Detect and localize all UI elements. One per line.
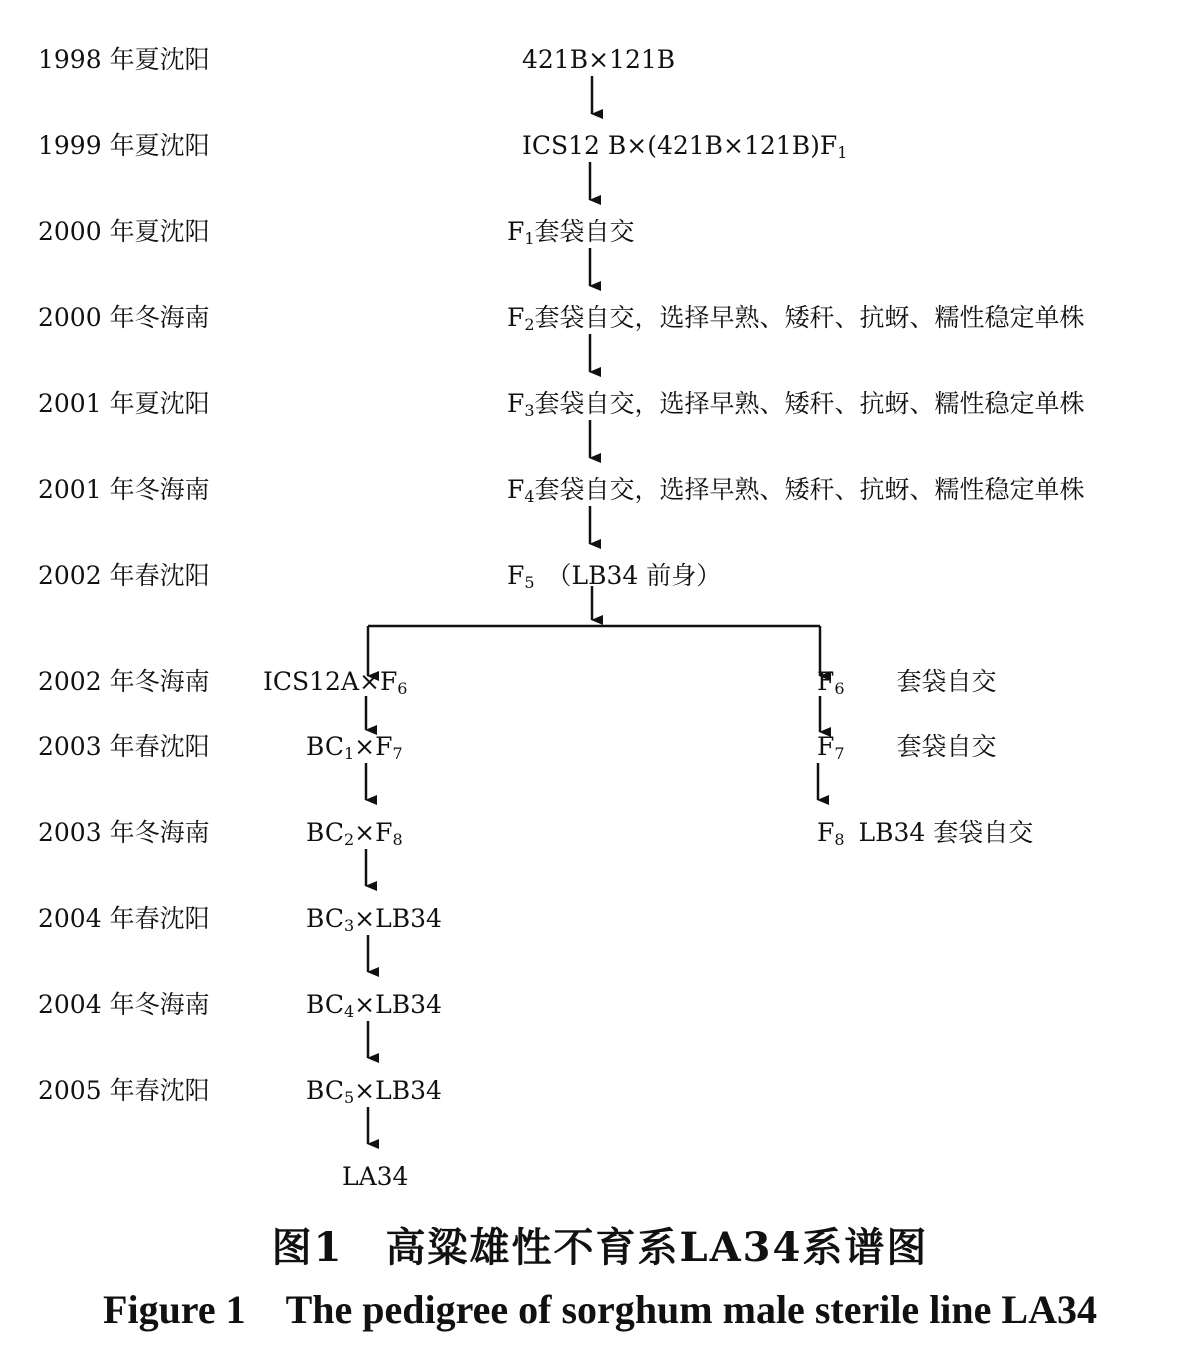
node-text: 421B×121B <box>522 45 676 74</box>
year-label: 2004 年冬海南 <box>38 990 210 1019</box>
node-text: 套袋自交 <box>896 667 997 696</box>
figure-caption-chinese: 图1 高粱雄性不育系LA34系谱图 <box>271 1224 929 1271</box>
generation-subscript: 6 <box>397 679 408 698</box>
generation-subscript: 2 <box>524 315 535 334</box>
generation-subscript: 8 <box>834 830 845 849</box>
year-label: 2001 年夏沈阳 <box>38 389 210 418</box>
generation-subscript: 4 <box>524 487 535 506</box>
node-text: BC <box>306 990 344 1019</box>
year-label: 2005 年春沈阳 <box>38 1076 210 1105</box>
node-text: （LB34 前身） <box>546 561 722 590</box>
node-text: ×LB34 <box>354 904 442 933</box>
year-label: 2000 年冬海南 <box>38 303 210 332</box>
year-label: 1999 年夏沈阳 <box>38 131 210 160</box>
generation-subscript: 1 <box>524 229 535 248</box>
node-text: 套袋自交 <box>534 217 635 246</box>
generation-subscript: 1 <box>837 143 848 162</box>
node-text: ×LB34 <box>354 1076 442 1105</box>
generation-subscript: 3 <box>524 401 535 420</box>
node-text: 套袋自交，选择早熟、矮秆、抗蚜、糯性稳定单株 <box>534 475 1085 504</box>
node-text: BC <box>306 1076 344 1105</box>
node-text: BC <box>306 818 344 847</box>
year-label: 2002 年冬海南 <box>38 667 210 696</box>
year-label: 1998 年夏沈阳 <box>38 45 210 74</box>
node-text: LA34 <box>342 1162 409 1191</box>
year-label: 2003 年春沈阳 <box>38 732 210 761</box>
node-text: ×F <box>354 818 393 847</box>
generation-letter: F <box>507 217 525 246</box>
node-text: BC <box>306 904 344 933</box>
node-text: ×LB34 <box>354 990 442 1019</box>
year-label: 2002 年春沈阳 <box>38 561 210 590</box>
generation-letter: F <box>507 475 525 504</box>
node-text: ×F <box>354 732 393 761</box>
node-text: LB34 套袋自交 <box>858 818 1034 847</box>
generation-subscript: 2 <box>343 830 355 849</box>
figure-caption-english: Figure 1 The pedigree of sorghum male sterile line LA34 <box>103 1287 1097 1332</box>
generation-subscript: 3 <box>343 916 355 935</box>
node-text: ICS12A×F <box>263 667 398 696</box>
node-text: BC <box>306 732 344 761</box>
generation-subscript: 7 <box>834 744 845 763</box>
generation-subscript: 8 <box>392 830 403 849</box>
generation-letter: F <box>817 818 835 847</box>
year-label: 2004 年春沈阳 <box>38 904 210 933</box>
node-text: 套袋自交 <box>896 732 997 761</box>
year-label: 2000 年夏沈阳 <box>38 217 210 246</box>
generation-letter: F <box>507 389 525 418</box>
generation-letter: F <box>507 561 525 590</box>
generation-letter: F <box>817 667 835 696</box>
year-label: 2003 年冬海南 <box>38 818 210 847</box>
node-text: 套袋自交，选择早熟、矮秆、抗蚜、糯性稳定单株 <box>534 389 1085 418</box>
generation-subscript: 5 <box>343 1088 355 1107</box>
generation-subscript: 4 <box>343 1002 355 1021</box>
node-text: ICS12 B×(421B×121B)F <box>522 131 838 160</box>
generation-subscript: 1 <box>343 744 355 763</box>
generation-subscript: 6 <box>834 679 845 698</box>
generation-subscript: 5 <box>524 573 535 592</box>
year-label: 2001 年冬海南 <box>38 475 210 504</box>
generation-subscript: 7 <box>392 744 403 763</box>
generation-letter: F <box>507 303 525 332</box>
node-text: 套袋自交，选择早熟、矮秆、抗蚜、糯性稳定单株 <box>534 303 1085 332</box>
generation-letter: F <box>817 732 835 761</box>
